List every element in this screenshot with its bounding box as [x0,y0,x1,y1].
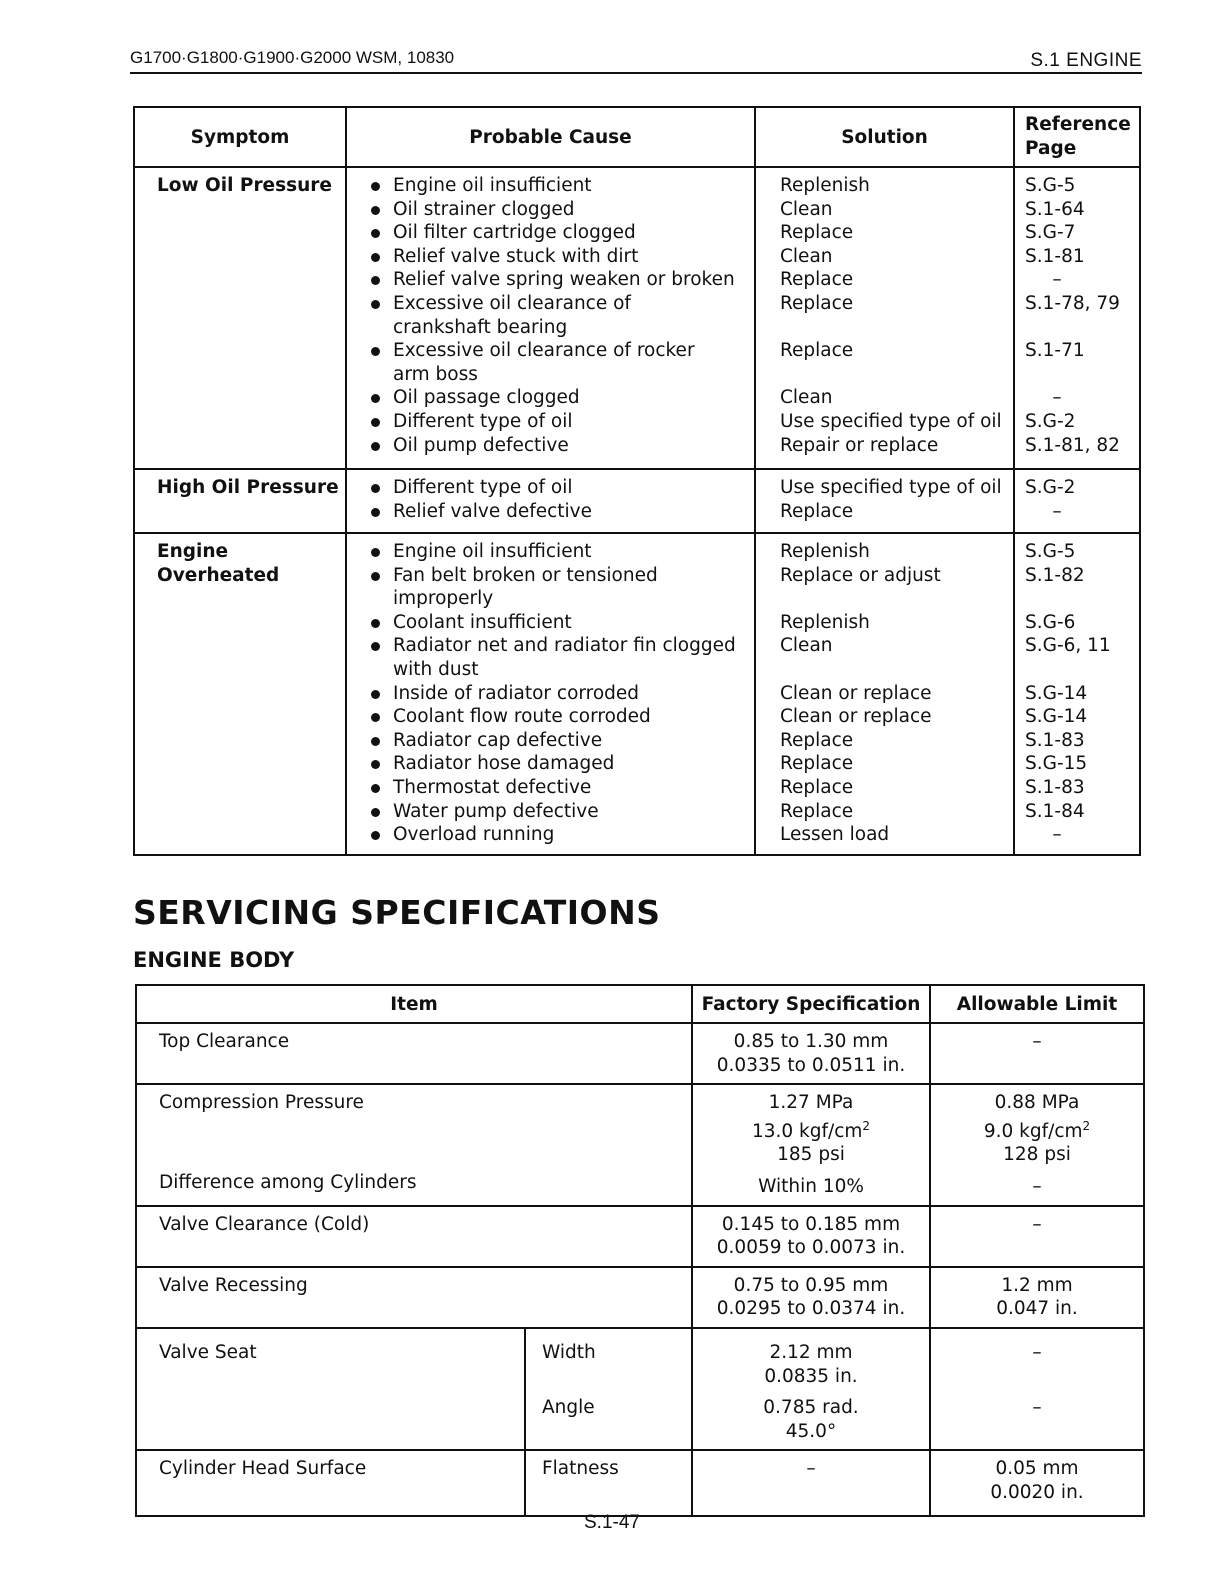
solution-text: Clean or replace [780,706,932,728]
column-header-probable-cause: Probable Cause [346,107,755,167]
limit-cell [930,1084,1144,1205]
list-item: Excessive oil clearance of crankshaft bearing [369,292,723,339]
ref-text: – [1052,500,1062,522]
solution-text: Replenish [780,541,870,562]
value-line: – [1032,1396,1042,1418]
value-line: 2.12 mm [769,1341,853,1363]
list-item: Coolant flow route corroded [369,705,754,729]
list-item: Relief valve stuck with dirt [369,245,754,269]
limit-cell [930,1450,1144,1516]
symptom-cell: Low Oil Pressure [134,167,346,469]
table-row [136,1206,1144,1267]
list-item: Thermostat defective [369,776,754,800]
value-line: 1.2 mm [1001,1274,1073,1296]
ref-text: S.G-2 [1025,410,1076,432]
value-line: 0.85 to 1.30 mm [733,1031,889,1052]
value-line: 0.0335 to 0.0511 in. [716,1054,906,1076]
list-item: Different type of oil [369,476,754,500]
solution-text: Replace [780,776,854,798]
refs-cell [1014,469,1140,533]
solution-text: Clean [780,635,833,657]
list-item: Inside of radiator corroded [369,682,754,706]
solutions-cell [755,167,1014,469]
value-line: 0.047 in. [996,1298,1078,1320]
list-item: Radiator cap defective [369,729,754,753]
causes-cell [346,167,755,469]
causes-cell [346,469,755,533]
solutions-cell [755,533,1014,855]
list-item: Relief valve spring weaken or broken [369,268,754,292]
cause-list [347,174,754,457]
sub-item-text: Width [542,1341,596,1363]
solution-text: Replace [780,800,854,822]
table-row [136,1023,1144,1084]
ref-text: – [1052,269,1062,291]
ref-text: S.1-71 [1025,340,1085,362]
column-header-allowable-limit: Allowable Limit [930,985,1144,1023]
page-number: S.1-47 [584,1512,640,1533]
list-item: Coolant insufficient [369,611,754,635]
ref-text: S.1-78, 79 [1025,292,1120,314]
list-item: Different type of oil [369,410,754,434]
limit-cell [930,1328,1144,1450]
ref-text: S.G-7 [1025,222,1076,244]
list-item: Excessive oil clearance of rocker arm boss [369,339,723,386]
value-line: 0.0020 in. [990,1481,1084,1503]
solution-text: Replace [780,729,854,751]
list-item: Oil strainer clogged [369,198,754,222]
ref-text: – [1052,824,1062,846]
ref-text: S.G-14 [1025,706,1088,728]
item-cell: Valve Recessing [136,1267,692,1328]
value-line: 128 psi [1003,1144,1071,1166]
list-item: Radiator net and radiator fin clogged with dust [369,634,748,681]
solution-text: Clean [780,245,833,267]
list-item: Oil filter cartridge clogged [369,221,754,245]
ref-text: S.G-6 [1025,611,1076,633]
solution-text: Replenish [780,611,870,633]
item-cell [136,1328,525,1450]
value-line: 0.145 to 0.185 mm [721,1213,901,1235]
value-line: 1.27 MPa [768,1092,854,1114]
solution-text: Replenish [780,175,870,196]
value-line: – [1032,1341,1042,1363]
ref-text: – [1052,387,1062,409]
solution-text: Replace [780,222,854,244]
list-item: Oil passage clogged [369,386,754,410]
item-cell: Cylinder Head Surface [136,1450,525,1516]
symptom-line: Engine [157,541,229,562]
ref-text [1025,363,1139,387]
solution-text: Use specified type of oil [780,477,1002,498]
value-line: Within 10% [758,1175,864,1197]
sub-item-cell: Flatness [525,1450,692,1516]
table-row [134,533,1140,855]
solution-text: Replace [780,340,854,362]
solutions-cell [755,469,1014,533]
solution-text [780,363,1013,387]
cause-list [347,540,754,847]
table-row [136,1084,1144,1205]
troubleshooting-table [133,106,1141,856]
reference-page-label: Reference Page [1025,114,1131,159]
value-line: 9.0 kgf/$cm^2$ [983,1118,1091,1142]
value-line: 0.88 MPa [994,1092,1080,1114]
sub-item-cell [525,1328,692,1450]
value-line: 13.0 kgf/$cm^2$ [751,1118,871,1142]
solution-text: Replace [780,292,854,314]
solution-text: Clean or replace [780,682,932,704]
solution-text: Clean [780,387,833,409]
sub-item-text: Angle [542,1396,595,1418]
factory-cell [692,1084,930,1205]
item-cell: Valve Clearance (Cold) [136,1206,692,1267]
value-line: – [1032,1175,1042,1197]
symptom-cell: High Oil Pressure [134,469,346,533]
ref-text: S.1-81 [1025,245,1085,267]
solution-text: Repair or replace [780,434,939,456]
list-item: Engine oil insufficient [369,174,754,198]
factory-cell [692,1206,930,1267]
column-header-factory-specification: Factory Specification [692,985,930,1023]
limit-cell: – [930,1023,1144,1084]
list-item: Oil pump defective [369,434,754,458]
ref-text: S.1-82 [1025,564,1085,586]
value-line: 0.0835 in. [764,1365,858,1387]
solution-text: Replace [780,753,854,775]
ref-text: S.1-83 [1025,729,1085,751]
value-line: 0.05 mm [995,1458,1079,1480]
list-item: Overload running [369,823,754,847]
value-line: 0.785 rad. [763,1397,859,1419]
table-row [136,1450,1144,1516]
solution-text [780,587,1013,611]
ref-text: S.G-5 [1025,175,1076,196]
symptom-cell [134,533,346,855]
solution-text: Use specified type of oil [780,410,1002,432]
factory-cell [692,1328,930,1450]
value-line: 0.75 to 0.95 mm [733,1274,889,1296]
refs-cell [1014,533,1140,855]
table-header-row [136,985,1144,1023]
ref-text: S.1-64 [1025,198,1085,220]
table-row [136,1328,1144,1450]
table-row [134,167,1140,469]
solution-text [780,658,1013,682]
item-text: Valve Seat [159,1341,257,1363]
ref-text: S.1-81, 82 [1025,434,1120,456]
symptom-line: Overheated [157,564,280,586]
column-header-reference-page [1014,107,1140,167]
item-text: Difference among Cylinders [159,1171,417,1193]
cause-list [347,476,754,523]
refs-cell [1014,167,1140,469]
list-item: Relief valve defective [369,500,754,524]
specifications-table [135,984,1145,1517]
subsection-title: ENGINE BODY [133,948,295,972]
factory-cell [692,1023,930,1084]
item-text: Compression Pressure [159,1092,364,1114]
solution-text: Replace [780,269,854,291]
column-header-solution: Solution [755,107,1014,167]
table-header-row [134,107,1140,167]
item-cell [136,1084,692,1205]
column-header-symptom: Symptom [134,107,346,167]
list-item: Engine oil insufficient [369,540,754,564]
value-line: 45.0° [785,1420,837,1442]
solution-text: Replace or adjust [780,564,941,586]
section-title: SERVICING SPECIFICATIONS [133,893,661,932]
ref-text: S.G-2 [1025,477,1076,498]
solution-text: Replace [780,500,854,522]
section-label: S.1 ENGINE [1030,50,1142,71]
ref-text: S.G-6, 11 [1025,635,1111,657]
limit-cell: – [930,1206,1144,1267]
ref-text: S.1-83 [1025,776,1085,798]
limit-cell [930,1267,1144,1328]
list-item: Radiator hose damaged [369,752,754,776]
column-header-item: Item [136,985,692,1023]
value-line: 0.0295 to 0.0374 in. [716,1298,906,1320]
causes-cell [346,533,755,855]
table-row [134,469,1140,533]
ref-text [1025,658,1139,682]
solution-text [780,316,1013,340]
ref-text [1025,316,1139,340]
solution-text: Lessen load [780,824,890,846]
list-item: Fan belt broken or tensioned improperly [369,564,693,611]
table-row [136,1267,1144,1328]
ref-text: S.1-84 [1025,800,1085,822]
manual-code: G1700·G1800·G1900·G2000 WSM, 10830 [130,48,455,67]
list-item: Water pump defective [369,800,754,824]
ref-text: S.G-15 [1025,753,1088,775]
ref-text: S.G-5 [1025,541,1076,562]
value-line: 185 psi [777,1144,845,1166]
factory-cell: – [692,1450,930,1516]
factory-cell [692,1267,930,1328]
item-cell: Top Clearance [136,1023,692,1084]
solution-text: Clean [780,198,833,220]
ref-text [1025,587,1139,611]
ref-text: S.G-14 [1025,682,1088,704]
value-line: 0.0059 to 0.0073 in. [716,1237,906,1259]
page-header [130,48,1142,74]
